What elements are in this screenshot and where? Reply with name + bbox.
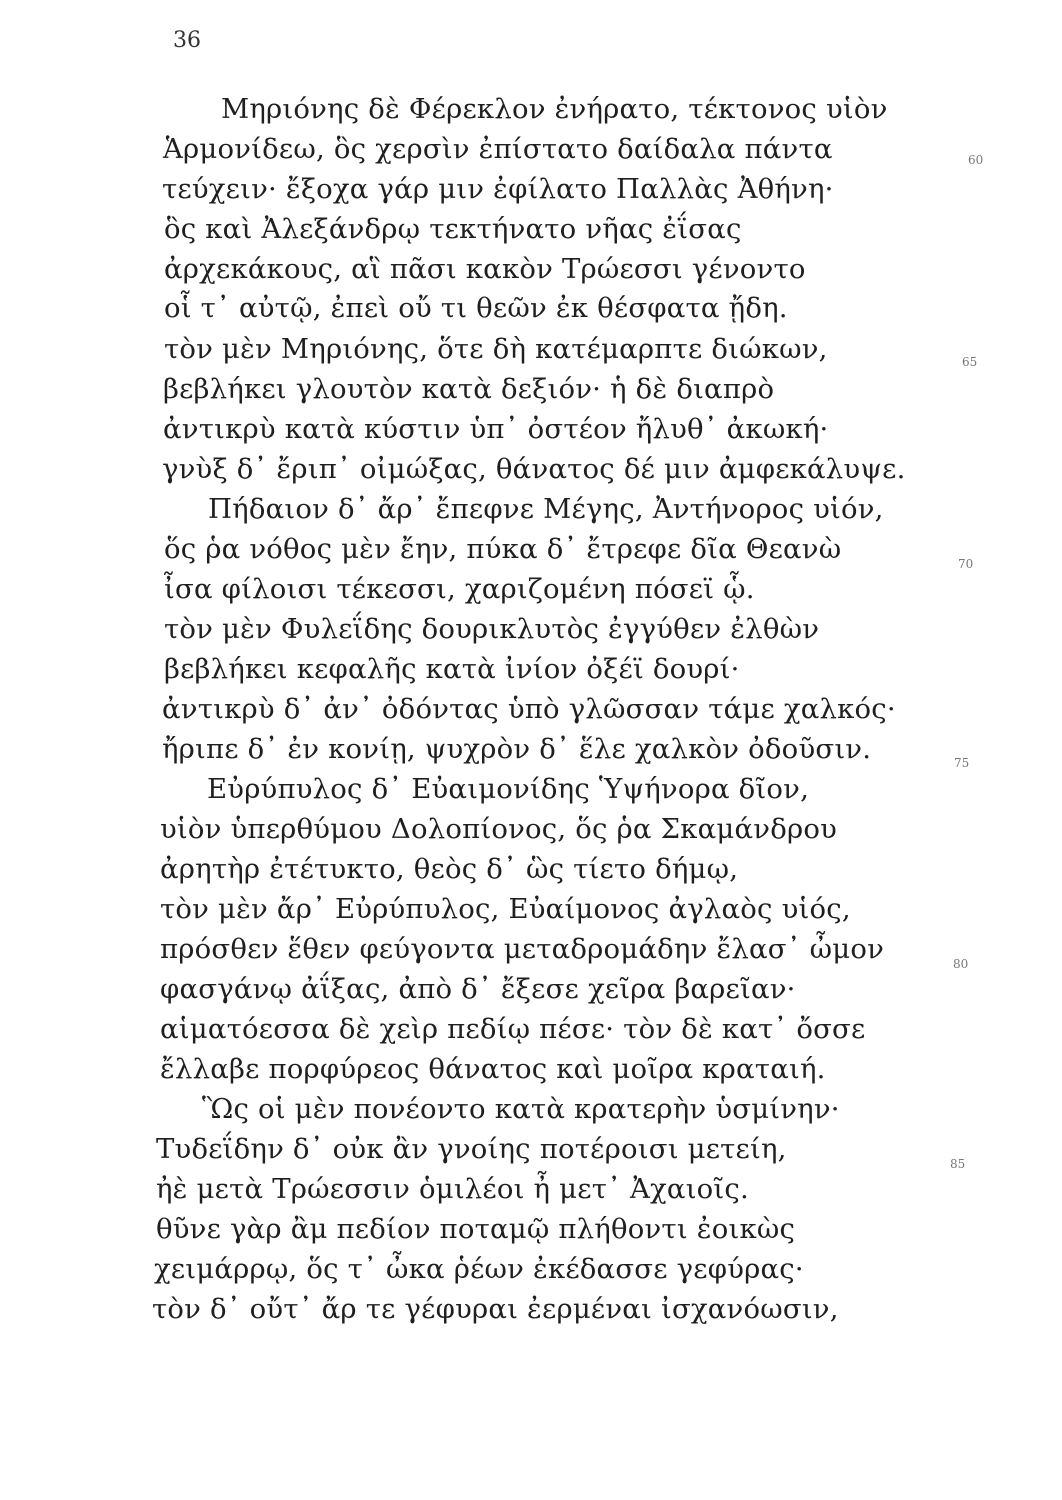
verse-line: αἱματόεσσα δὲ χεὶρ πεδίῳ πέσε· τὸν δὲ κατ᾽ ὄσσε <box>160 1013 866 1045</box>
verse-line: Μηριόνης δὲ Φέρεκλον ἐνήρατο, τέκτονος υἱὸν <box>221 93 888 125</box>
verse-line: θῦνε γὰρ ἂμ πεδίον ποταμῷ πλήθοντι ἐοικὼς <box>156 1213 796 1245</box>
page-number: 36 <box>173 28 201 53</box>
verse-line: ὅς ῥα νόθος μὲν ἔην, πύκα δ᾽ ἔτρεφε δῖα Θεανὼ <box>164 533 842 565</box>
verse-line: βεβλήκει γλουτὸν κατὰ δεξιόν· ἡ δὲ διαπρὸ <box>163 373 775 405</box>
verse-line: τεύχειν· ἔξοχα γάρ μιν ἐφίλατο Παλλὰς Ἀθήνη· <box>162 173 834 205</box>
verse-line: Ἁρμονίδεω, ὃς χερσὶν ἐπίστατο δαίδαλα πάντα <box>163 133 833 165</box>
line-number: 80 <box>953 957 969 971</box>
verse-line: ὃς καὶ Ἀλεξάνδρῳ τεκτήνατο νῆας ἐΐσας <box>164 213 742 245</box>
line-number: 75 <box>954 756 970 770</box>
verse-line: βεβλήκει κεφαλῆς κατὰ ἰνίον ὀξέϊ δουρί· <box>164 653 740 685</box>
verse-line: ἀρητὴρ ἐτέτυκτο, θεὸς δ᾽ ὣς τίετο δήμῳ, <box>160 853 739 885</box>
line-number: 70 <box>958 557 974 571</box>
verse-line: Ὣς οἱ μὲν πονέοντο κατὰ κρατερὴν ὑσμίνην· <box>202 1093 840 1125</box>
line-number: 85 <box>950 1157 966 1171</box>
verse-line: τὸν μὲν Μηριόνης, ὅτε δὴ κατέμαρπτε διώκων, <box>164 333 828 365</box>
verse-line: υἱὸν ὑπερθύμου Δολοπίονος, ὅς ῥα Σκαμάνδρου <box>160 813 837 845</box>
verse-line: γνὺξ δ᾽ ἔριπ᾽ οἰμώξας, θάνατος δέ μιν ἀμφεκάλυψε. <box>162 453 906 485</box>
verse-line: ἔλλαβε πορφύρεος θάνατος καὶ μοῖρα κραταιή. <box>160 1053 826 1085</box>
verse-line: Εὐρύπυλος δ᾽ Εὐαιμονίδης Ὑψήνορα δῖον, <box>207 773 810 805</box>
verse-line: ἀντικρὺ κατὰ κύστιν ὑπ᾽ ὀστέον ἤλυθ᾽ ἀκωκή· <box>163 413 829 445</box>
verse-line: φασγάνῳ ἀΐξας, ἀπὸ δ᾽ ἔξεσε χεῖρα βαρεῖαν· <box>160 973 796 1005</box>
verse-line: τὸν μὲν ἄρ᾽ Εὐρύπυλος, Εὐαίμονος ἀγλαὸς υἱός, <box>160 893 851 925</box>
verse-line: ἠὲ μετὰ Τρώεσσιν ὁμιλέοι ἦ μετ᾽ Ἀχαιοῖς. <box>156 1173 749 1205</box>
verse-line: τὸν μὲν Φυλεΐδης δουρικλυτὸς ἐγγύθεν ἐλθὼν <box>164 613 820 645</box>
line-number: 65 <box>962 355 978 369</box>
verse-line: πρόσθεν ἕθεν φεύγοντα μεταδρομάδην ἔλασ᾽ ὦμον <box>160 933 885 965</box>
verse-line: ἀρχεκάκους, αἳ πᾶσι κακὸν Τρώεσσι γένοντο <box>164 253 806 285</box>
verse-line: ἀντικρὺ δ᾽ ἀν᾽ ὀδόντας ὑπὸ γλῶσσαν τάμε χαλκός· <box>162 693 896 725</box>
verse-line: οἷ τ᾽ αὐτῷ, ἐπεὶ οὔ τι θεῶν ἐκ θέσφατα ᾔδη. <box>164 292 788 324</box>
verse-line: Πήδαιον δ᾽ ἄρ᾽ ἔπεφνε Μέγης, Ἀντήνορος υἱόν, <box>208 493 884 525</box>
verse-line: ἶσα φίλοισι τέκεσσι, χαριζομένη πόσεϊ ᾧ. <box>164 573 755 605</box>
verse-line: ἤριπε δ᾽ ἐν κονίῃ, ψυχρὸν δ᾽ ἕλε χαλκὸν ὀδοῦσιν. <box>162 733 872 765</box>
verse-line: τὸν δ᾽ οὔτ᾽ ἄρ τε γέφυραι ἐερμέναι ἰσχανόωσιν, <box>152 1293 839 1325</box>
line-number: 60 <box>968 153 984 167</box>
verse-line: χειμάρρῳ, ὅς τ᾽ ὦκα ῥέων ἐκέδασσε γεφύρας· <box>154 1253 804 1285</box>
verse-line: Τυδεΐδην δ᾽ οὐκ ἂν γνοίης ποτέροισι μετείη, <box>156 1133 787 1165</box>
